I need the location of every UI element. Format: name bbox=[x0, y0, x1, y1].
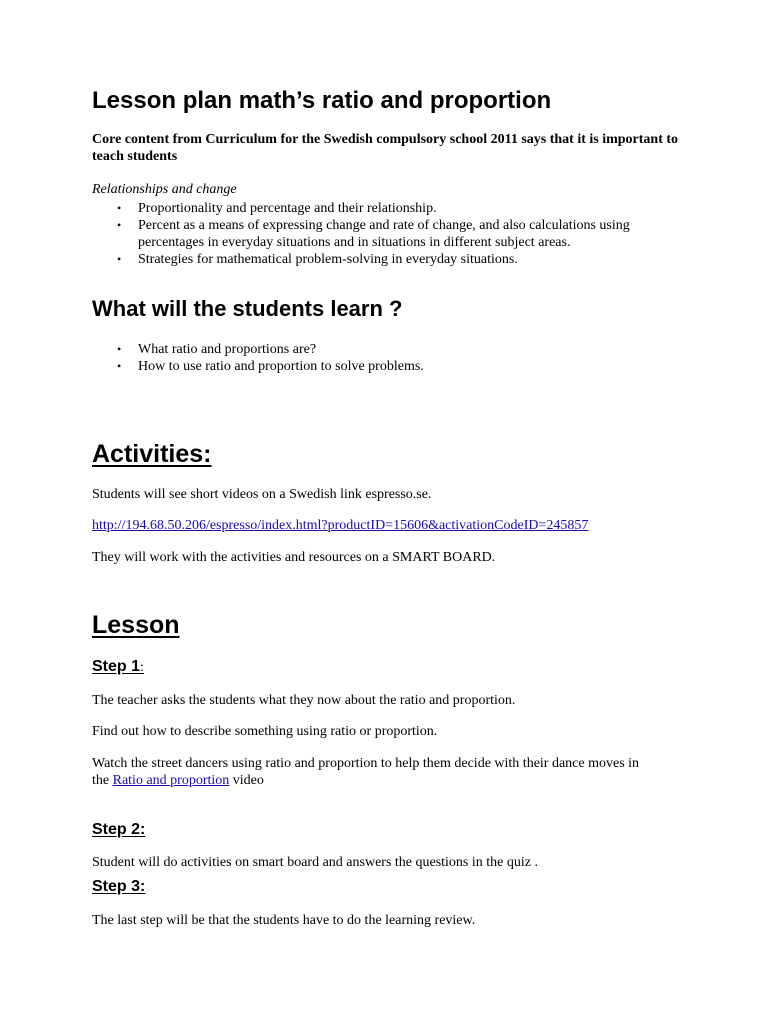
list-item-text: Proportionality and percentage and their relationship. bbox=[138, 201, 437, 216]
curriculum-bullet-list bbox=[92, 200, 672, 268]
list-item bbox=[92, 358, 672, 375]
step-1-text-2: Find out how to describe something using ratio or proportion. bbox=[92, 724, 438, 739]
bullet-icon: • bbox=[117, 359, 122, 373]
learn-heading: What will the students learn ? bbox=[92, 296, 403, 321]
list-item bbox=[92, 217, 672, 251]
bullet-icon: • bbox=[117, 218, 122, 232]
step-1-text-3 bbox=[92, 755, 652, 789]
bullet-icon: • bbox=[117, 201, 122, 215]
step-1-text-3-after: video bbox=[229, 773, 264, 788]
activities-heading: Activities: bbox=[92, 440, 212, 468]
step-2-text: Student will do activities on smart board and answers the questions in the quiz . bbox=[92, 855, 538, 870]
relationships-heading: Relationships and change bbox=[92, 182, 237, 197]
step-1-colon: : bbox=[140, 660, 144, 675]
ratio-proportion-video-link[interactable]: Ratio and proportion bbox=[112, 773, 230, 788]
bullet-icon: • bbox=[117, 252, 122, 266]
page-title: Lesson plan math’s ratio and proportion bbox=[92, 87, 552, 114]
step-3-text: The last step will be that the students have to do the learning review. bbox=[92, 913, 476, 928]
smartboard-text: They will work with the activities and resources on a SMART BOARD. bbox=[92, 550, 496, 565]
step-1-label: Step 1 bbox=[92, 658, 141, 675]
list-item-text: Percent as a means of expressing change and rate of change, and also calculations using percentages in everyday situations and in situations in different subject areas. bbox=[138, 218, 630, 250]
step-2-heading: Step 2: bbox=[92, 821, 146, 838]
core-content-intro: Core content from Curriculum for the Swedish compulsory school 2011 says that it is important to teach students bbox=[92, 132, 679, 164]
step-3-heading: Step 3: bbox=[92, 878, 146, 895]
list-item-text: Strategies for mathematical problem-solving in everyday situations. bbox=[138, 252, 518, 267]
list-item bbox=[92, 251, 672, 268]
step-1-text-1: The teacher asks the students what they now about the ratio and proportion. bbox=[92, 693, 516, 708]
lesson-heading: Lesson bbox=[92, 611, 180, 639]
step-1-heading bbox=[92, 657, 144, 678]
espresso-link-line bbox=[92, 517, 588, 534]
learn-bullet-list bbox=[92, 341, 672, 375]
espresso-link[interactable]: http://194.68.50.206/espresso/index.html?productID=15606&activationCodeID=245857 bbox=[92, 518, 589, 533]
step-1-text-3-before: Watch the street dancers using ratio and proportion to help them decide with their dance moves in the bbox=[92, 756, 640, 788]
list-item bbox=[92, 200, 672, 217]
list-item-text: What ratio and proportions are? bbox=[138, 342, 317, 357]
list-item-text: How to use ratio and proportion to solve problems. bbox=[138, 359, 424, 374]
bullet-icon: • bbox=[117, 342, 122, 356]
activities-intro: Students will see short videos on a Swedish link espresso.se. bbox=[92, 487, 432, 502]
list-item bbox=[92, 341, 672, 358]
